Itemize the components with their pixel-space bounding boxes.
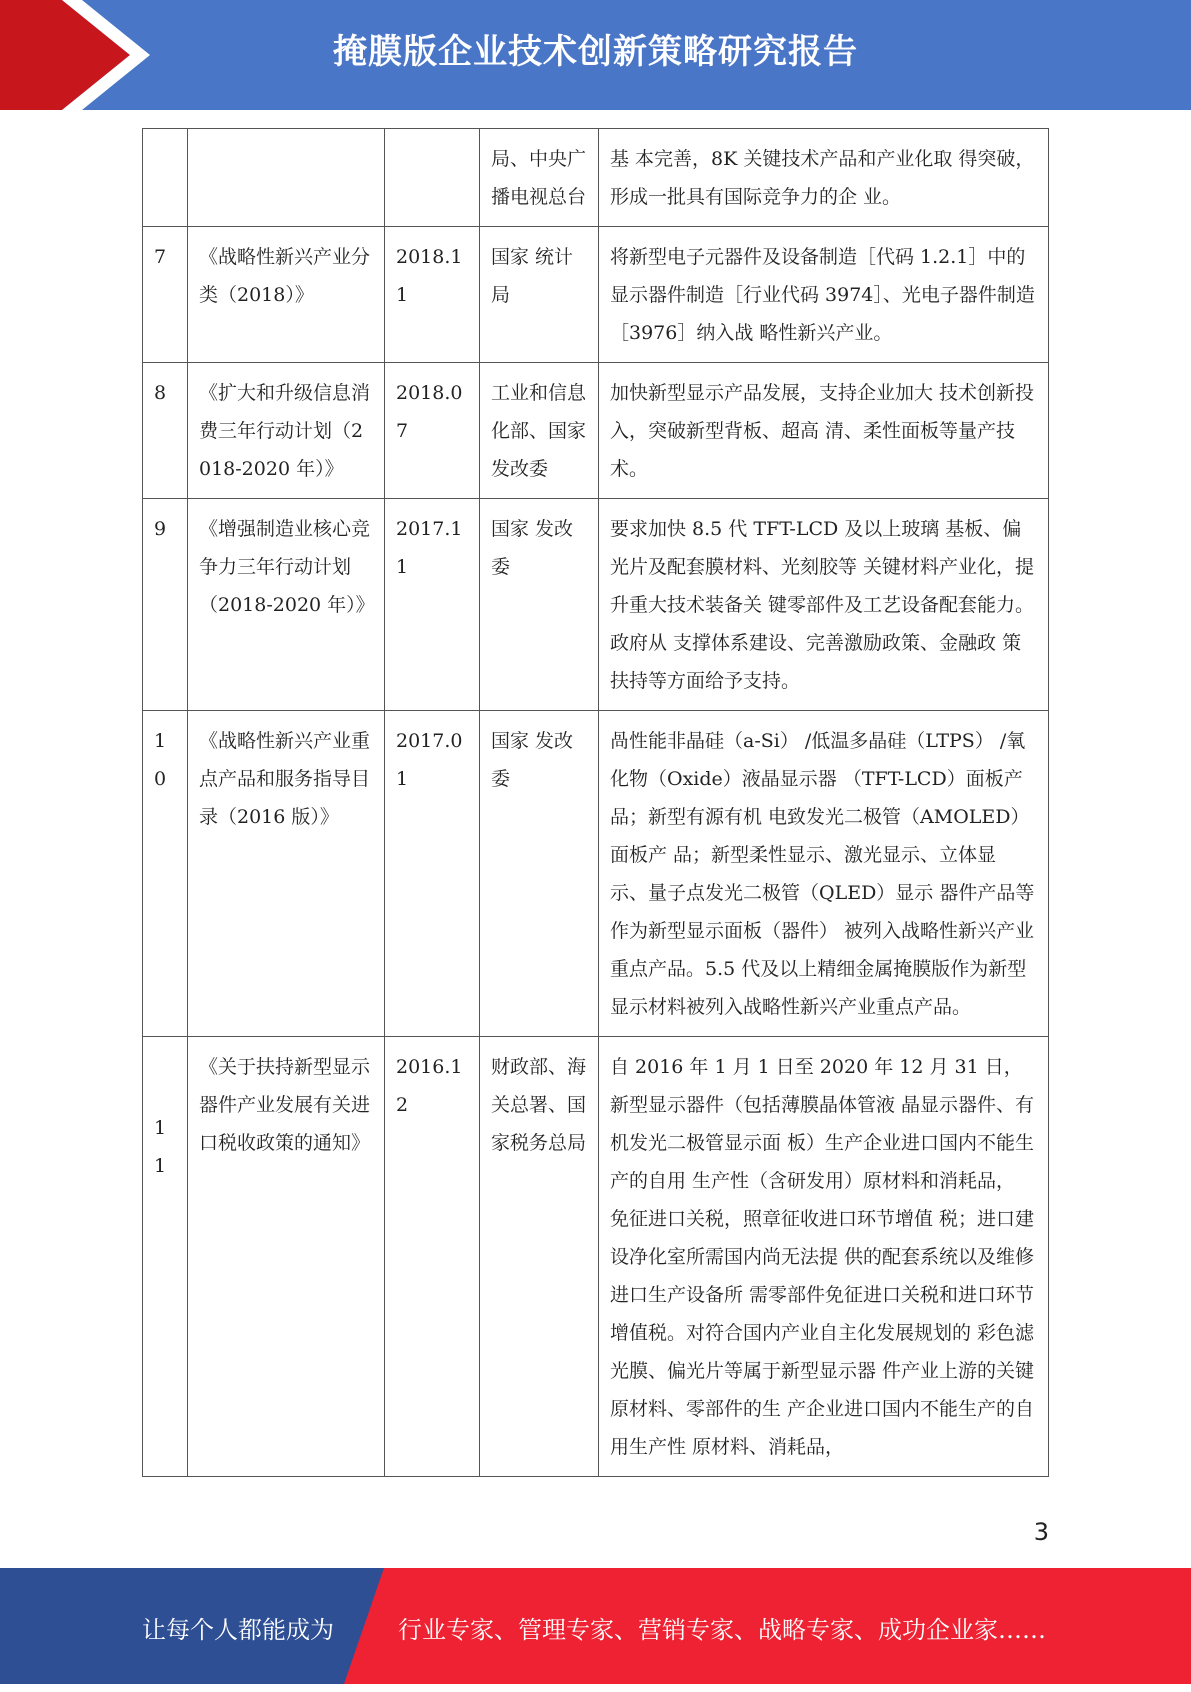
table-row: [143, 363, 1049, 499]
cell-date: [385, 129, 480, 227]
cell-date: 2018.07: [385, 363, 480, 499]
footer-slogan-left: 让每个人都能成为: [142, 1616, 334, 1644]
cell-number: 9: [143, 499, 188, 711]
page-footer: [0, 1568, 1191, 1684]
cell-department: 局、中央广播电视总台: [480, 129, 599, 227]
cell-policy-name: 《战略性新兴产业分类（2018）》: [188, 227, 385, 363]
cell-policy-name: 《扩大和升级信息消费三年行动计划（2018-2020 年）》: [188, 363, 385, 499]
cell-content: 要求加快 8.5 代 TFT-LCD 及以上玻璃 基板、偏光片及配套膜材料、光刻胶等 关键材料产业化，提升重大技术装备关 键零部件及工艺设备配套能力。政府从 支撑体系建设、完善激励政策、金融政 策扶持等方面给予支持。: [599, 499, 1049, 711]
cell-department: 国家 统计局: [480, 227, 599, 363]
cell-number: 11: [143, 1037, 188, 1477]
cell-policy-name: 《关于扶持新型显示器件产业发展有关进口税收政策的通知》: [188, 1037, 385, 1477]
cell-department: 国家 发改委: [480, 499, 599, 711]
report-title: 掩膜版企业技术创新策略研究报告: [333, 32, 858, 72]
cell-policy-name: 《增强制造业核心竞争力三年行动计划（2018-2020 年）》: [188, 499, 385, 711]
cell-policy-name: [188, 129, 385, 227]
cell-department: 财政部、海关总署、国家税务总局: [480, 1037, 599, 1477]
cell-number: 10: [143, 711, 188, 1037]
cell-department: 工业和信息化部、国家发改委: [480, 363, 599, 499]
policy-table: [142, 128, 1049, 1477]
footer-slogan-right: 行业专家、管理专家、营销专家、战略专家、成功企业家……: [398, 1616, 1046, 1644]
cell-content: 自 2016 年 1 月 1 日至 2020 年 12 月 31 日，新型显示器件（包括薄膜晶体管液 晶显示器件、有机发光二极管显示面 板）生产企业进口国内不能生产的自用 生产性（含研发用）原材料和消耗品， 免征进口关税，照章征收进口环节增值 税；进口建设净化室所需国内尚无法提 供的配套系统以及维修进口生产设备所 需零部件免征进口关税和进口环节增值税。对符合国内产业自主化发展规划的 彩色滤光膜、偏光片等属于新型显示器 件产业上游的关键原材料、零部件的生 产企业进口国内不能生产的自用生产性 原材料、消耗品，: [599, 1037, 1049, 1477]
cell-number: [143, 129, 188, 227]
page-number: 3: [1033, 1518, 1049, 1546]
table-row: [143, 499, 1049, 711]
cell-date: 2018.11: [385, 227, 480, 363]
table-row: [143, 711, 1049, 1037]
cell-number: 7: [143, 227, 188, 363]
page-header: [0, 0, 1191, 110]
cell-date: 2016.12: [385, 1037, 480, 1477]
cell-number: 8: [143, 363, 188, 499]
table-row: [143, 129, 1049, 227]
cell-department: 国家 发改委: [480, 711, 599, 1037]
table-row: [143, 1037, 1049, 1477]
cell-content: 咼性能非晶硅（a-Si） /低温多晶硅（LTPS） /氧化物（Oxide）液晶显示器 （TFT-LCD）面板产品；新型有源有机 电致发光二极管（AMOLED）面板产 品；新型柔性显示、激光显示、立体显 示、量子点发光二极管（QLED）显示 器件产品等作为新型显示面板（器件） 被列入战略性新兴产业重点产品。5.5 代及以上精细金属掩膜版作为新型显示材料被列入战略性新兴产业重点产品。: [599, 711, 1049, 1037]
table-row: [143, 227, 1049, 363]
cell-content: 加快新型显示产品发展，支持企业加大 技术创新投入，突破新型背板、超高 清、柔性面板等量产技术。: [599, 363, 1049, 499]
cell-policy-name: 《战略性新兴产业重点产品和服务指导目录（2016 版）》: [188, 711, 385, 1037]
cell-date: 2017.11: [385, 499, 480, 711]
cell-content: 将新型电子元器件及设备制造［代码 1.2.1］中的显示器件制造［行业代码 3974］、光电子器件制造［3976］纳入战 略性新兴产业。: [599, 227, 1049, 363]
cell-content: 基 本完善，8K 关键技术产品和产业化取 得突破，形成一批具有国际竞争力的企 业。: [599, 129, 1049, 227]
cell-date: 2017.01: [385, 711, 480, 1037]
